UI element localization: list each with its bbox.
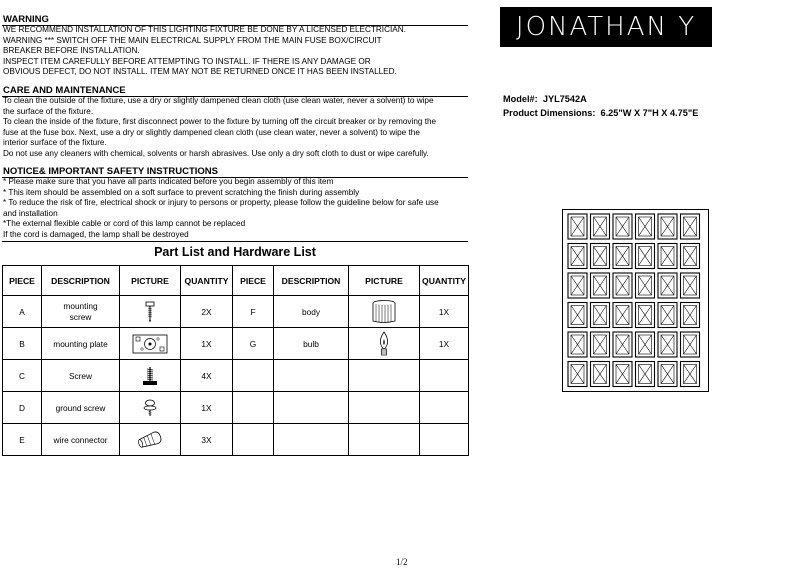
screw-c-icon	[142, 366, 158, 386]
lattice-cell	[591, 362, 610, 387]
piece-cell: E	[3, 424, 42, 456]
safety-line: and installation	[3, 208, 58, 218]
page-number: 1/2	[396, 557, 408, 567]
description-text: mounting screw	[63, 300, 98, 322]
care-title: CARE AND MAINTENANCE	[3, 85, 126, 96]
safety-title: NOTICE& IMPORTANT SAFETY INSTRUCTIONS	[3, 166, 218, 177]
empty-cell	[274, 392, 349, 424]
lattice-cell	[568, 273, 587, 298]
picture-cell	[349, 296, 420, 328]
lattice-cell	[636, 303, 655, 328]
care-line: fuse at the fuse box. Next, use a dry or slightly dampened clean cloth (use clean water, never a solvent) to wipe the	[3, 127, 420, 137]
header-picture: PICTURE	[349, 266, 420, 296]
safety-line: If the cord is damaged, the lamp shall be destroyed	[3, 229, 189, 239]
lattice-cell	[681, 303, 700, 328]
warning-line: WARNING *** SWITCH OFF THE MAIN ELECTRICAL SUPPLY FROM THE MAIN FUSE BOX/CIRCUIT	[3, 35, 382, 45]
lattice-cell	[568, 332, 587, 357]
description-cell: body	[274, 296, 349, 328]
divider	[2, 241, 468, 242]
lattice-cell	[681, 244, 700, 269]
piece-cell: A	[3, 296, 42, 328]
care-line: interior surface of the fixture.	[3, 138, 107, 147]
lattice-cell	[636, 332, 655, 357]
header-description: DESCRIPTION	[42, 266, 120, 296]
mounting-plate-icon	[132, 332, 168, 356]
quantity-cell: 1X	[181, 392, 233, 424]
table-row	[3, 328, 469, 360]
dimensions-label: Product Dimensions:	[503, 108, 596, 118]
header-picture: PICTURE	[120, 266, 181, 296]
lattice-cell	[636, 273, 655, 298]
brand-logo: JONATHAN Y	[500, 7, 712, 47]
model-label: Model#:	[503, 94, 538, 104]
lattice-cell	[613, 244, 632, 269]
table-row	[3, 360, 469, 392]
parts-table	[2, 265, 469, 456]
wire-connector-icon	[137, 430, 163, 450]
lattice-cell	[636, 244, 655, 269]
warning-line: BREAKER BEFORE INSTALLATION.	[3, 46, 140, 55]
quantity-cell: 4X	[181, 360, 233, 392]
screw-icon	[144, 301, 156, 323]
empty-cell	[420, 392, 469, 424]
header-piece: PIECE	[3, 266, 42, 296]
warning-line: WE RECOMMEND INSTALLATION OF THIS LIGHTING FIXTURE BE DONE BY A LICENSED ELECTRICIAN.	[3, 25, 406, 34]
lattice-cell	[568, 214, 587, 239]
header-quantity: QUANTITY	[420, 266, 469, 296]
table-row	[3, 392, 469, 424]
care-line: To clean the inside of the fixture, first disconnect power to the fixture by turning off the circuit breaker or by removing the	[3, 117, 437, 126]
lattice-cell	[658, 273, 677, 298]
product-dimensions	[503, 108, 698, 118]
safety-line: *The external flexible cable or cord of this lamp cannot be replaced	[3, 219, 246, 228]
header-quantity: QUANTITY	[181, 266, 233, 296]
lattice-cell	[658, 214, 677, 239]
lattice-cell	[591, 244, 610, 269]
product-illustration	[562, 209, 709, 392]
lattice-cell	[658, 244, 677, 269]
piece-cell: D	[3, 392, 42, 424]
quantity-cell: 1X	[420, 328, 469, 360]
table-header-row	[3, 266, 469, 296]
picture-cell	[120, 328, 181, 360]
lattice-cell	[591, 332, 610, 357]
description-cell: ground screw	[42, 392, 120, 424]
empty-cell	[420, 424, 469, 456]
dimensions-value: 6.25"W X 7"H X 4.75"E	[600, 108, 699, 118]
header-description: DESCRIPTION	[274, 266, 349, 296]
description-cell: bulb	[274, 328, 349, 360]
warning-title: WARNING	[3, 14, 49, 25]
empty-cell	[274, 424, 349, 456]
lattice-cell	[591, 214, 610, 239]
picture-cell	[120, 424, 181, 456]
description-cell	[42, 296, 120, 328]
empty-cell	[233, 392, 274, 424]
lattice-cell	[568, 244, 587, 269]
piece-cell: F	[233, 296, 274, 328]
care-line: the surface of the fixture.	[3, 106, 94, 116]
picture-cell	[120, 296, 181, 328]
lattice-cell	[681, 214, 700, 239]
lattice-cell	[568, 362, 587, 387]
care-line: Do not use any cleaners with chemical, solvents or harsh abrasives. Use only a dry soft cloth to dust or wipe carefully.	[3, 148, 429, 158]
header-piece: PIECE	[233, 266, 274, 296]
model-value: JYL7542A	[542, 94, 587, 104]
lattice-cell	[681, 362, 700, 387]
description-cell: mounting plate	[42, 328, 120, 360]
lattice-cell	[568, 303, 587, 328]
parts-list-title: Part List and Hardware List	[154, 245, 316, 259]
body-icon	[371, 299, 397, 325]
empty-cell	[233, 360, 274, 392]
empty-cell	[349, 360, 420, 392]
description-cell: wire connector	[42, 424, 120, 456]
quantity-cell: 2X	[181, 296, 233, 328]
warning-line: OBVIOUS DEFECT, DO NOT INSTALL. ITEM MAY NOT BE RETURNED ONCE IT HAS BEEN INSTALLED.	[3, 67, 397, 76]
lattice-cell	[636, 362, 655, 387]
lattice-cell	[681, 273, 700, 298]
empty-cell	[233, 424, 274, 456]
empty-cell	[274, 360, 349, 392]
safety-line: * To reduce the risk of fire, electrical shock or injury to persons or property, please follow the guideline below for safe use	[3, 198, 439, 207]
piece-cell: C	[3, 360, 42, 392]
empty-cell	[420, 360, 469, 392]
picture-cell	[120, 360, 181, 392]
lattice-cell	[681, 332, 700, 357]
quantity-cell: 1X	[420, 296, 469, 328]
picture-cell	[120, 392, 181, 424]
empty-cell	[349, 392, 420, 424]
table-row	[3, 296, 469, 328]
piece-cell: B	[3, 328, 42, 360]
empty-cell	[349, 424, 420, 456]
lattice-cell	[658, 362, 677, 387]
warning-line: INSPECT ITEM CAREFULLY BEFORE ATTEMPTING TO INSTALL. IF THERE IS ANY DAMAGE OR	[3, 56, 371, 66]
quantity-cell: 1X	[181, 328, 233, 360]
lattice-cell	[613, 332, 632, 357]
lattice-cell	[591, 303, 610, 328]
lattice-cell	[636, 214, 655, 239]
ground-screw-icon	[143, 399, 157, 417]
lattice-cell	[613, 362, 632, 387]
bulb-icon	[377, 331, 391, 357]
table-row	[3, 424, 469, 456]
description-cell: Screw	[42, 360, 120, 392]
picture-cell	[349, 328, 420, 360]
lattice-cell	[658, 332, 677, 357]
safety-line: * Please make sure that you have all parts indicated before you begin assembly of this item	[3, 177, 334, 186]
piece-cell: G	[233, 328, 274, 360]
lattice-cell	[613, 214, 632, 239]
quantity-cell: 3X	[181, 424, 233, 456]
care-line: To clean the outside of the fixture, use a dry or slightly dampened clean cloth (use clean water, never a solvent) to wipe	[3, 96, 434, 105]
lattice-cell	[591, 273, 610, 298]
lattice-cell	[613, 273, 632, 298]
lattice-cell	[613, 303, 632, 328]
safety-line: * This item should be assembled on a soft surface to prevent scratching the finish during assembly	[3, 187, 360, 197]
lattice-cell	[658, 303, 677, 328]
model-number	[503, 94, 587, 104]
